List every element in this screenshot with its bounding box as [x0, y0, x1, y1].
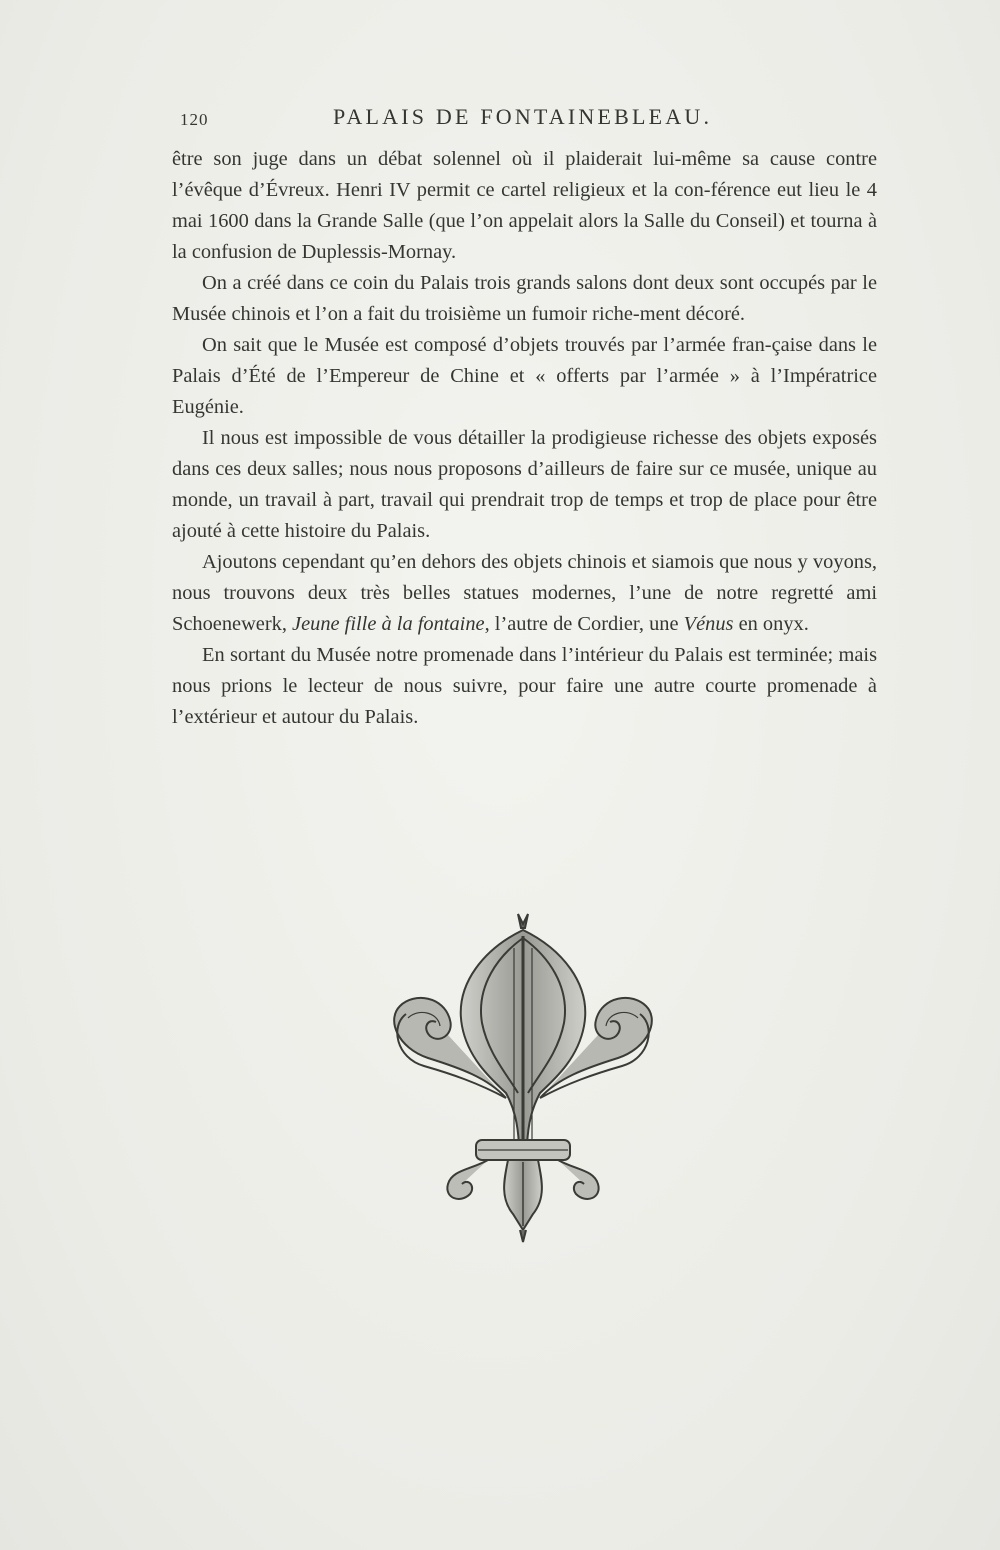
statues-text-start: Ajoutons cependant qu’en dehors des objets chinois et siamois que nous y voyons, nous trouvons deux très belles statues modernes, l’une de notre regretté ami Schoenewerk,	[172, 551, 877, 635]
statue-title-jeune-fille: Jeune fille à la fontaine	[292, 613, 485, 635]
paragraph-salons: On a créé dans ce coin du Palais trois grands salons dont deux sont occupés par le Musée chinois et l’on a fait du troisième un fumoir riche-ment décoré.	[172, 272, 877, 325]
body-text	[172, 144, 877, 733]
paragraph-musee: On sait que le Musée est composé d’objets trouvés par l’armée fran-çaise dans le Palais d’Été de l’Empereur de Chine et « offerts par l’armée » à l’Impératrice Eugénie.	[172, 334, 877, 418]
paragraph-statues	[172, 547, 877, 640]
statues-text-end: en onyx.	[733, 613, 809, 635]
running-title: PALAIS DE FONTAINEBLEAU.	[333, 104, 713, 129]
page-header	[175, 100, 875, 140]
fleur-de-lis-drawing	[378, 908, 668, 1253]
page-number: 120	[180, 110, 209, 129]
paragraph-richesse: Il nous est impossible de vous détailler la prodigieuse richesse des objets exposés dans ces deux salles; nous nous proposons d’ailleurs de faire sur ce musée, unique au monde, un travail à part, travail qui prendrait trop de temps et trop de place pour être ajouté à cette histoire du Palais.	[172, 427, 877, 542]
statues-text-middle: , l’autre de Cordier, une	[484, 613, 684, 635]
fleur-de-lis-icon	[378, 908, 668, 1253]
statue-title-venus: Vénus	[683, 613, 734, 635]
paragraph-continuation: être son juge dans un débat solennel où il plaiderait lui-même sa cause contre l’évêque d’Évreux. Henri IV permit ce cartel religieux et la con-férence eut lieu le 4 mai 1600 dans la Grande Salle (que l’on appelait alors la Salle du Conseil) et tourna à la confusion de Duplessis-Mornay.	[172, 148, 877, 263]
paragraph-promenade: En sortant du Musée notre promenade dans l’intérieur du Palais est terminée; mais nous prions le lecteur de nous suivre, pour faire une autre courte promenade à l’extérieur et autour du Palais.	[172, 644, 877, 728]
